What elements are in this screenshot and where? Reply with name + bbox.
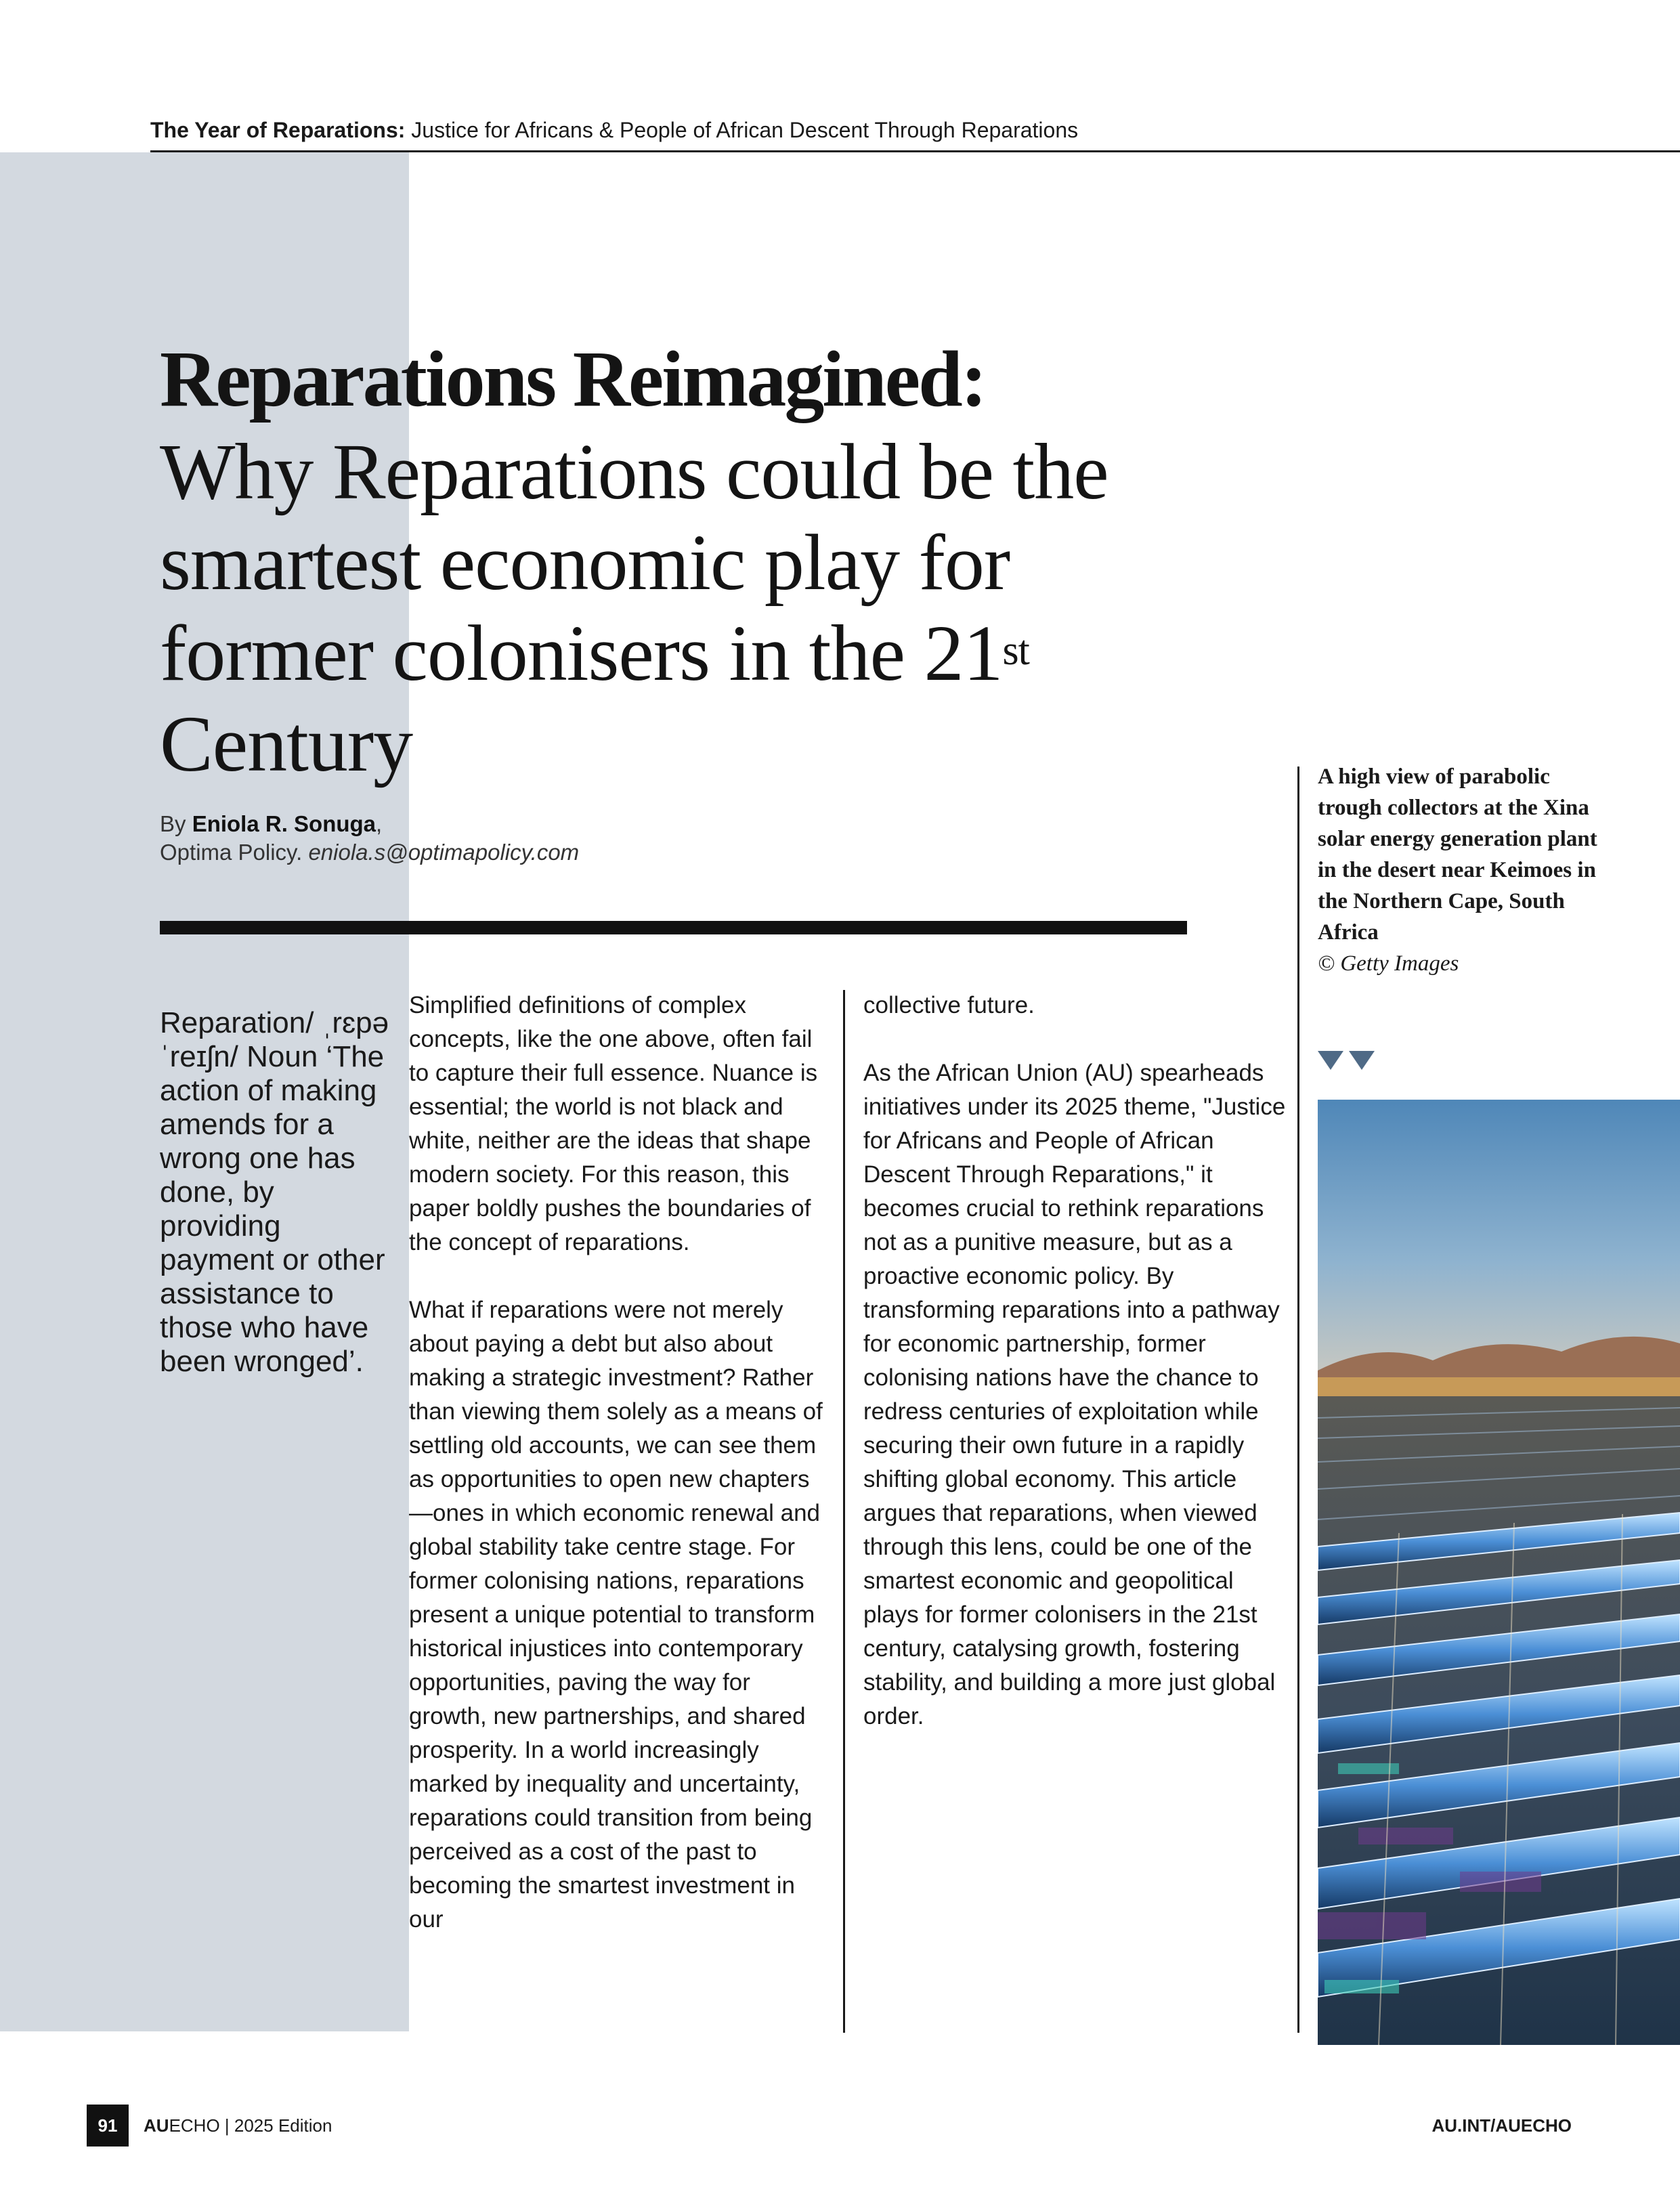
paragraph: collective future. <box>863 992 1035 1018</box>
caption-text: A high view of parabolic trough collectors at the Xina solar energy generation plant in the desert near Keimoes in the Northern Cape, South Africa <box>1318 764 1597 945</box>
author-name: Eniola R. Sonuga <box>192 811 376 836</box>
definition-pullquote: Reparation/ ˌrɛpəˈreɪʃn/ Noun ‘The action of making amends for a wrong one has done, by providing payment or other assistance to those who have been wronged’. <box>160 1006 389 1378</box>
footer-url-link[interactable]: AU.INT/AUECHO <box>1431 2115 1572 2136</box>
photo-caption <box>1318 761 1602 979</box>
page-number: 91 <box>87 2105 129 2147</box>
author-email[interactable]: eniola.s@optimapolicy.com <box>308 840 580 865</box>
brand-edition: ECHO | 2025 Edition <box>169 2115 332 2136</box>
author-org: Optima Policy. <box>160 840 303 865</box>
brand-au: AU <box>144 2115 169 2136</box>
running-header <box>150 118 1078 143</box>
caption-divider <box>1297 767 1299 2033</box>
title-subtitle-text: Why Reparations could be the smartest economic play for former colonisers in the 21 <box>160 427 1108 697</box>
title-superscript: st <box>1002 628 1029 674</box>
caption-arrows <box>1318 1051 1375 1070</box>
paragraph: What if reparations were not merely about paying a debt but also about making a strategic investment? Rather than viewing them solely as a means of settling old accounts, we can see them as opportunities to open new chapters—ones in which economic renewal and global stability take centre stage. For former colonising nations, reparations present a unique potential to transform historical injustices into contemporary opportunities, paving the way for growth, new partnerships, and shared prosperity. In a world increasingly marked by inequality and uncertainty, reparations could transition from being perceived as a cost of the past to becoming the smartest investment in our <box>409 1297 823 1933</box>
publication-brand <box>144 2115 332 2136</box>
byline-comma: , <box>376 811 383 836</box>
body-column-2 <box>863 989 1290 1767</box>
title-divider <box>160 921 1187 934</box>
series-title: The Year of Reparations: <box>150 118 406 142</box>
article-title <box>160 332 1216 790</box>
byline-by: By <box>160 811 186 836</box>
title-main: Reparations Reimagined: <box>160 335 986 423</box>
series-subtitle: Justice for Africans & People of African Descent Through Reparations <box>411 118 1079 142</box>
title-subtitle-end: Century <box>160 699 413 788</box>
header-rule <box>150 150 1680 152</box>
photo-credit: © Getty Images <box>1318 951 1459 976</box>
triangle-down-icon <box>1349 1051 1375 1070</box>
title-subtitle <box>160 427 1216 790</box>
byline <box>160 810 579 867</box>
triangle-down-icon <box>1318 1051 1343 1070</box>
solar-plant-photo <box>1318 1100 1680 2045</box>
paragraph: Simplified definitions of complex concepts, like the one above, often fail to capture their full essence. Nuance is essential; the world is not black and white, neither are the ideas that shape modern society. For this reason, this paper boldly pushes the boundaries of the concept of reparations. <box>409 992 818 1255</box>
body-column-1 <box>409 989 829 1970</box>
column-divider <box>843 990 845 2033</box>
paragraph: As the African Union (AU) spearheads initiatives under its 2025 theme, "Justice for Africans and People of African Descent Through Reparations," it becomes crucial to rethink reparations not as a punitive measure, but as a proactive economic policy. By transforming reparations into a pathway for economic partnership, former colonising nations have the chance to redress centuries of exploitation while securing their own future in a rapidly shifting global economy. This article argues that reparations, when viewed through this lens, could be one of the smartest economic and geopolitical plays for former colonisers in the 21st century, catalysing growth, fostering stability, and building a more just global order. <box>863 1060 1286 1729</box>
